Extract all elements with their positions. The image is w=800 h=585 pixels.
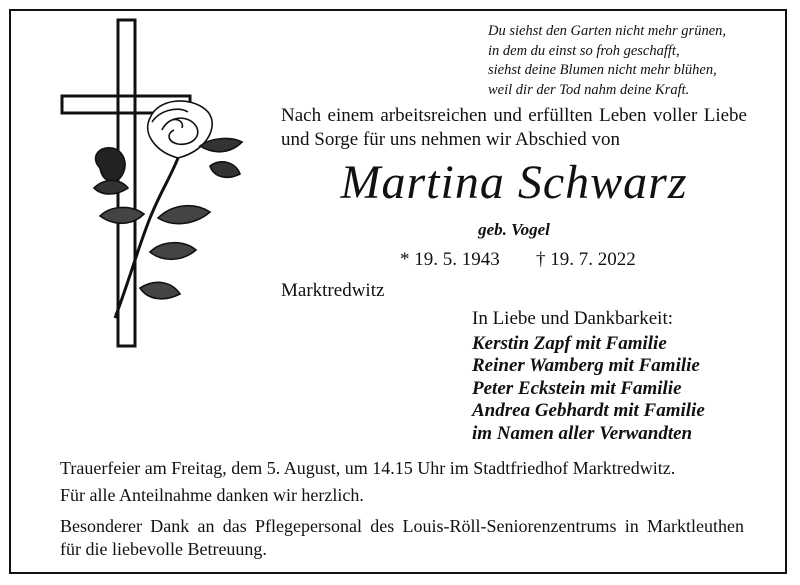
intro-line: Nach einem arbeitsreichen und erfüllten Leben voller Liebe	[281, 105, 747, 126]
rose-icon	[94, 101, 242, 318]
intro-text	[281, 104, 747, 152]
birth-date: * 19. 5. 1943	[400, 249, 500, 270]
mourner: Reiner Wamberg mit Familie	[472, 355, 700, 377]
poem-line: Du siehst den Garten nicht mehr grünen,	[488, 23, 727, 39]
thanks-heading: In Liebe und Dankbarkeit:	[472, 308, 674, 329]
funeral-info: Trauerfeier am Freitag, dem 5. August, um 14.15 Uhr im Stadtfriedhof Marktredwitz.	[60, 458, 676, 478]
death-date: † 19. 7. 2022	[536, 249, 636, 270]
mourner: im Namen aller Verwandten	[472, 422, 693, 444]
poem	[488, 22, 788, 100]
mourner: Andrea Gebhardt mit Familie	[472, 400, 705, 422]
cross-with-rose-icon	[60, 18, 260, 358]
mourners-list	[472, 333, 705, 445]
special-thanks-line: Besonderer Dank an das Pflegepersonal des Louis-Röll-Seniorenzentrums in Marktleuthen	[60, 516, 744, 536]
hometown: Marktredwitz	[281, 280, 385, 301]
mourner: Kerstin Zapf mit Familie	[472, 333, 667, 354]
intro-line: und Sorge für uns nehmen wir Abschied von	[281, 129, 620, 150]
poem-line: weil dir der Tod nahm deine Kraft.	[488, 81, 690, 98]
poem-line: in dem du einst so froh geschafft,	[488, 42, 680, 59]
special-thanks	[60, 515, 744, 561]
poem-line: siehst deine Blumen nicht mehr blühen,	[488, 62, 717, 78]
special-thanks-line: für die liebevolle Betreuung.	[60, 539, 267, 559]
thanks-note: Für alle Anteilnahme danken wir herzlich.	[60, 485, 364, 505]
deceased-name: Martina Schwarz	[340, 156, 688, 209]
maiden-name: geb. Vogel	[478, 220, 550, 239]
mourner: Peter Eckstein mit Familie	[472, 377, 682, 399]
